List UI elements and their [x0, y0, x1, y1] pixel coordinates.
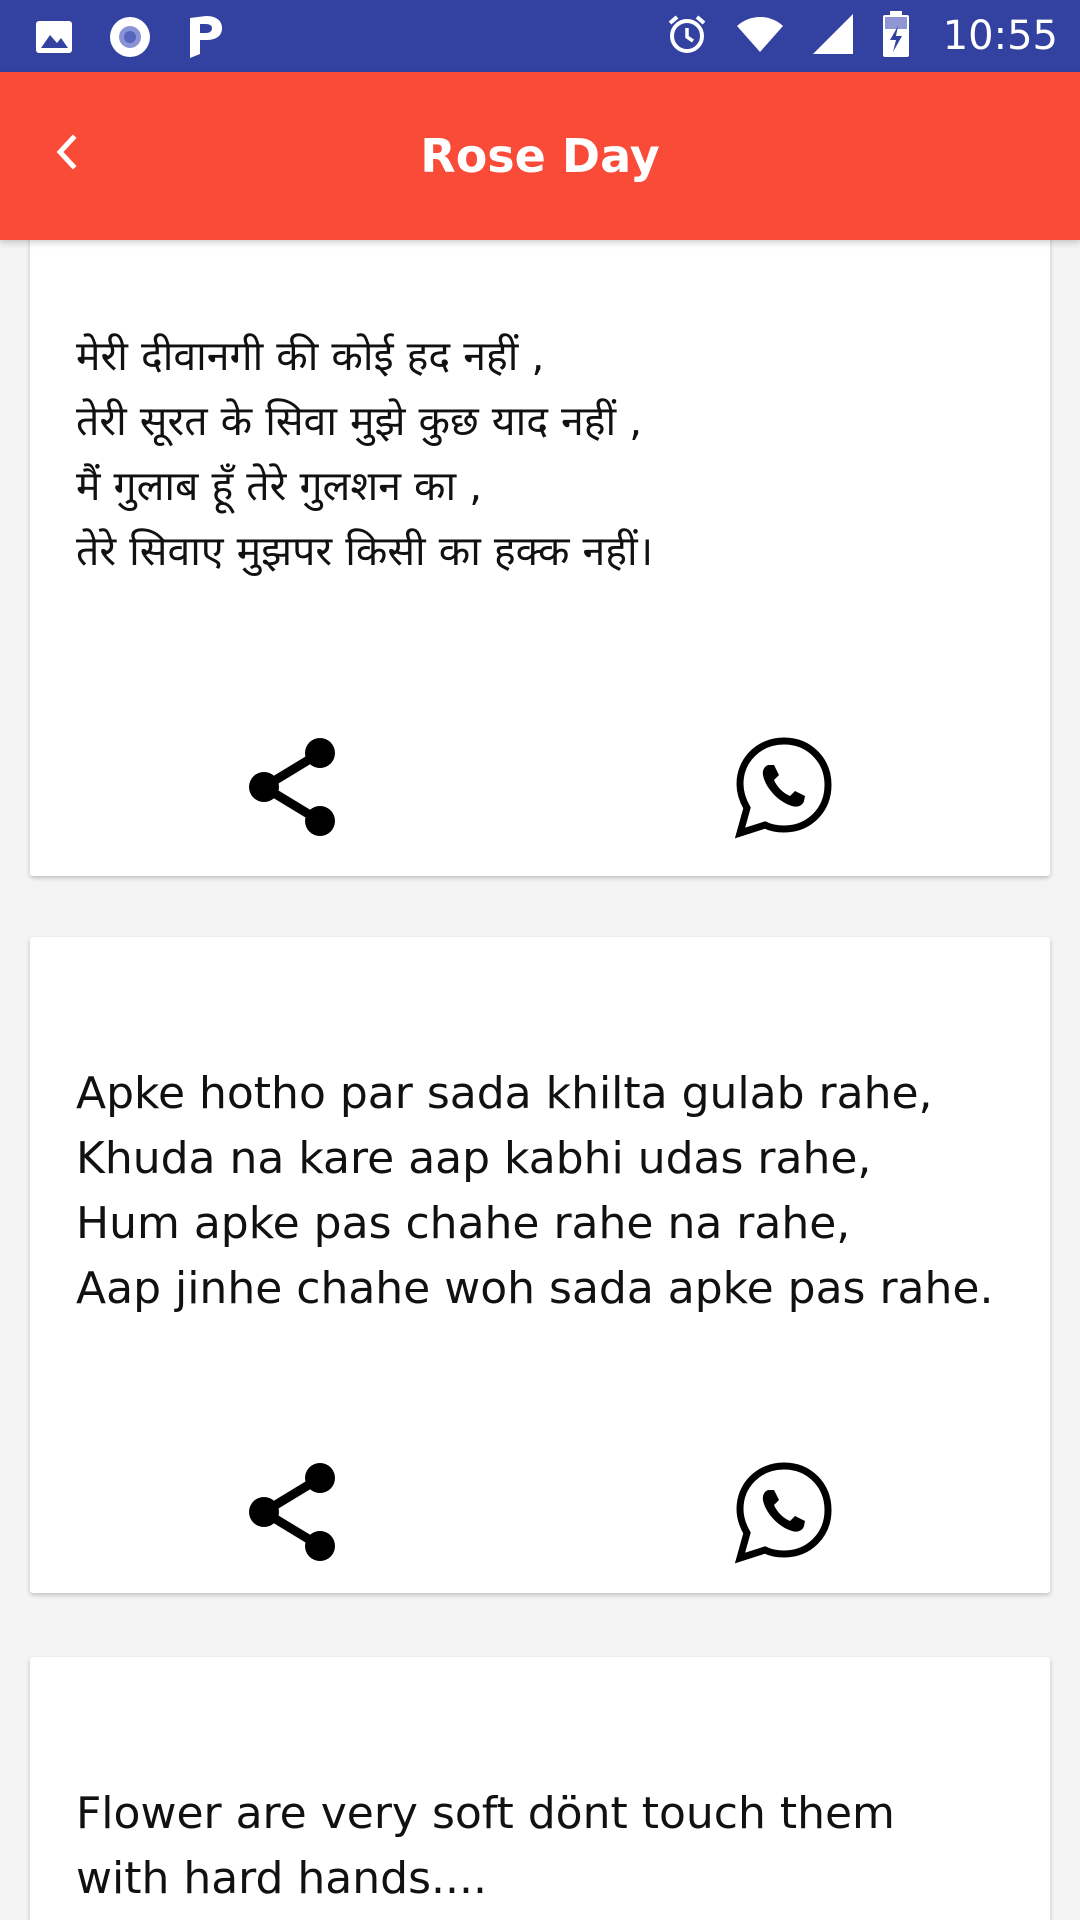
quote-text: Apke hotho par sada khilta gulab rahe, Khuda na kare aap kabhi udas rahe, Hum apke pas chahe rahe na rahe, Aap jinhe chahe woh sada apke pas rahe.: [76, 1068, 994, 1314]
share-icon: [244, 735, 340, 839]
quote-card: [30, 1657, 1050, 1920]
page-title: Rose Day: [420, 129, 660, 183]
status-time: 10:55: [942, 13, 1058, 59]
quote-card: [30, 937, 1050, 1593]
share-button[interactable]: [237, 1457, 347, 1567]
share-button[interactable]: [237, 732, 347, 842]
signal-icon: [811, 12, 855, 60]
whatsapp-icon: [732, 1460, 836, 1564]
quote-card: [30, 240, 1050, 876]
status-bar: [0, 0, 1080, 72]
quote-text: मेरी दीवानगी की कोई हद नहीं , तेरी सूरत के सिवा मुझे कुछ याद नहीं , मैं गुलाब हूँ तेरे गुलशन का , तेरे सिवाए मुझपर किसी का हक्क नहीं।: [76, 332, 654, 575]
gallery-icon: [34, 17, 74, 61]
record-icon: [108, 15, 152, 63]
whatsapp-icon: [732, 735, 836, 839]
share-icon: [244, 1460, 340, 1564]
alarm-icon: [665, 12, 709, 60]
p-app-icon: [186, 14, 226, 64]
battery-charging-icon: [881, 10, 911, 62]
quotes-list[interactable]: [0, 240, 1080, 1920]
app-bar: [0, 72, 1080, 240]
quote-text: Flower are very soft dönt touch them with hard hands....: [76, 1788, 895, 1904]
whatsapp-button[interactable]: [729, 1457, 839, 1567]
whatsapp-button[interactable]: [729, 732, 839, 842]
wifi-icon: [735, 14, 785, 58]
